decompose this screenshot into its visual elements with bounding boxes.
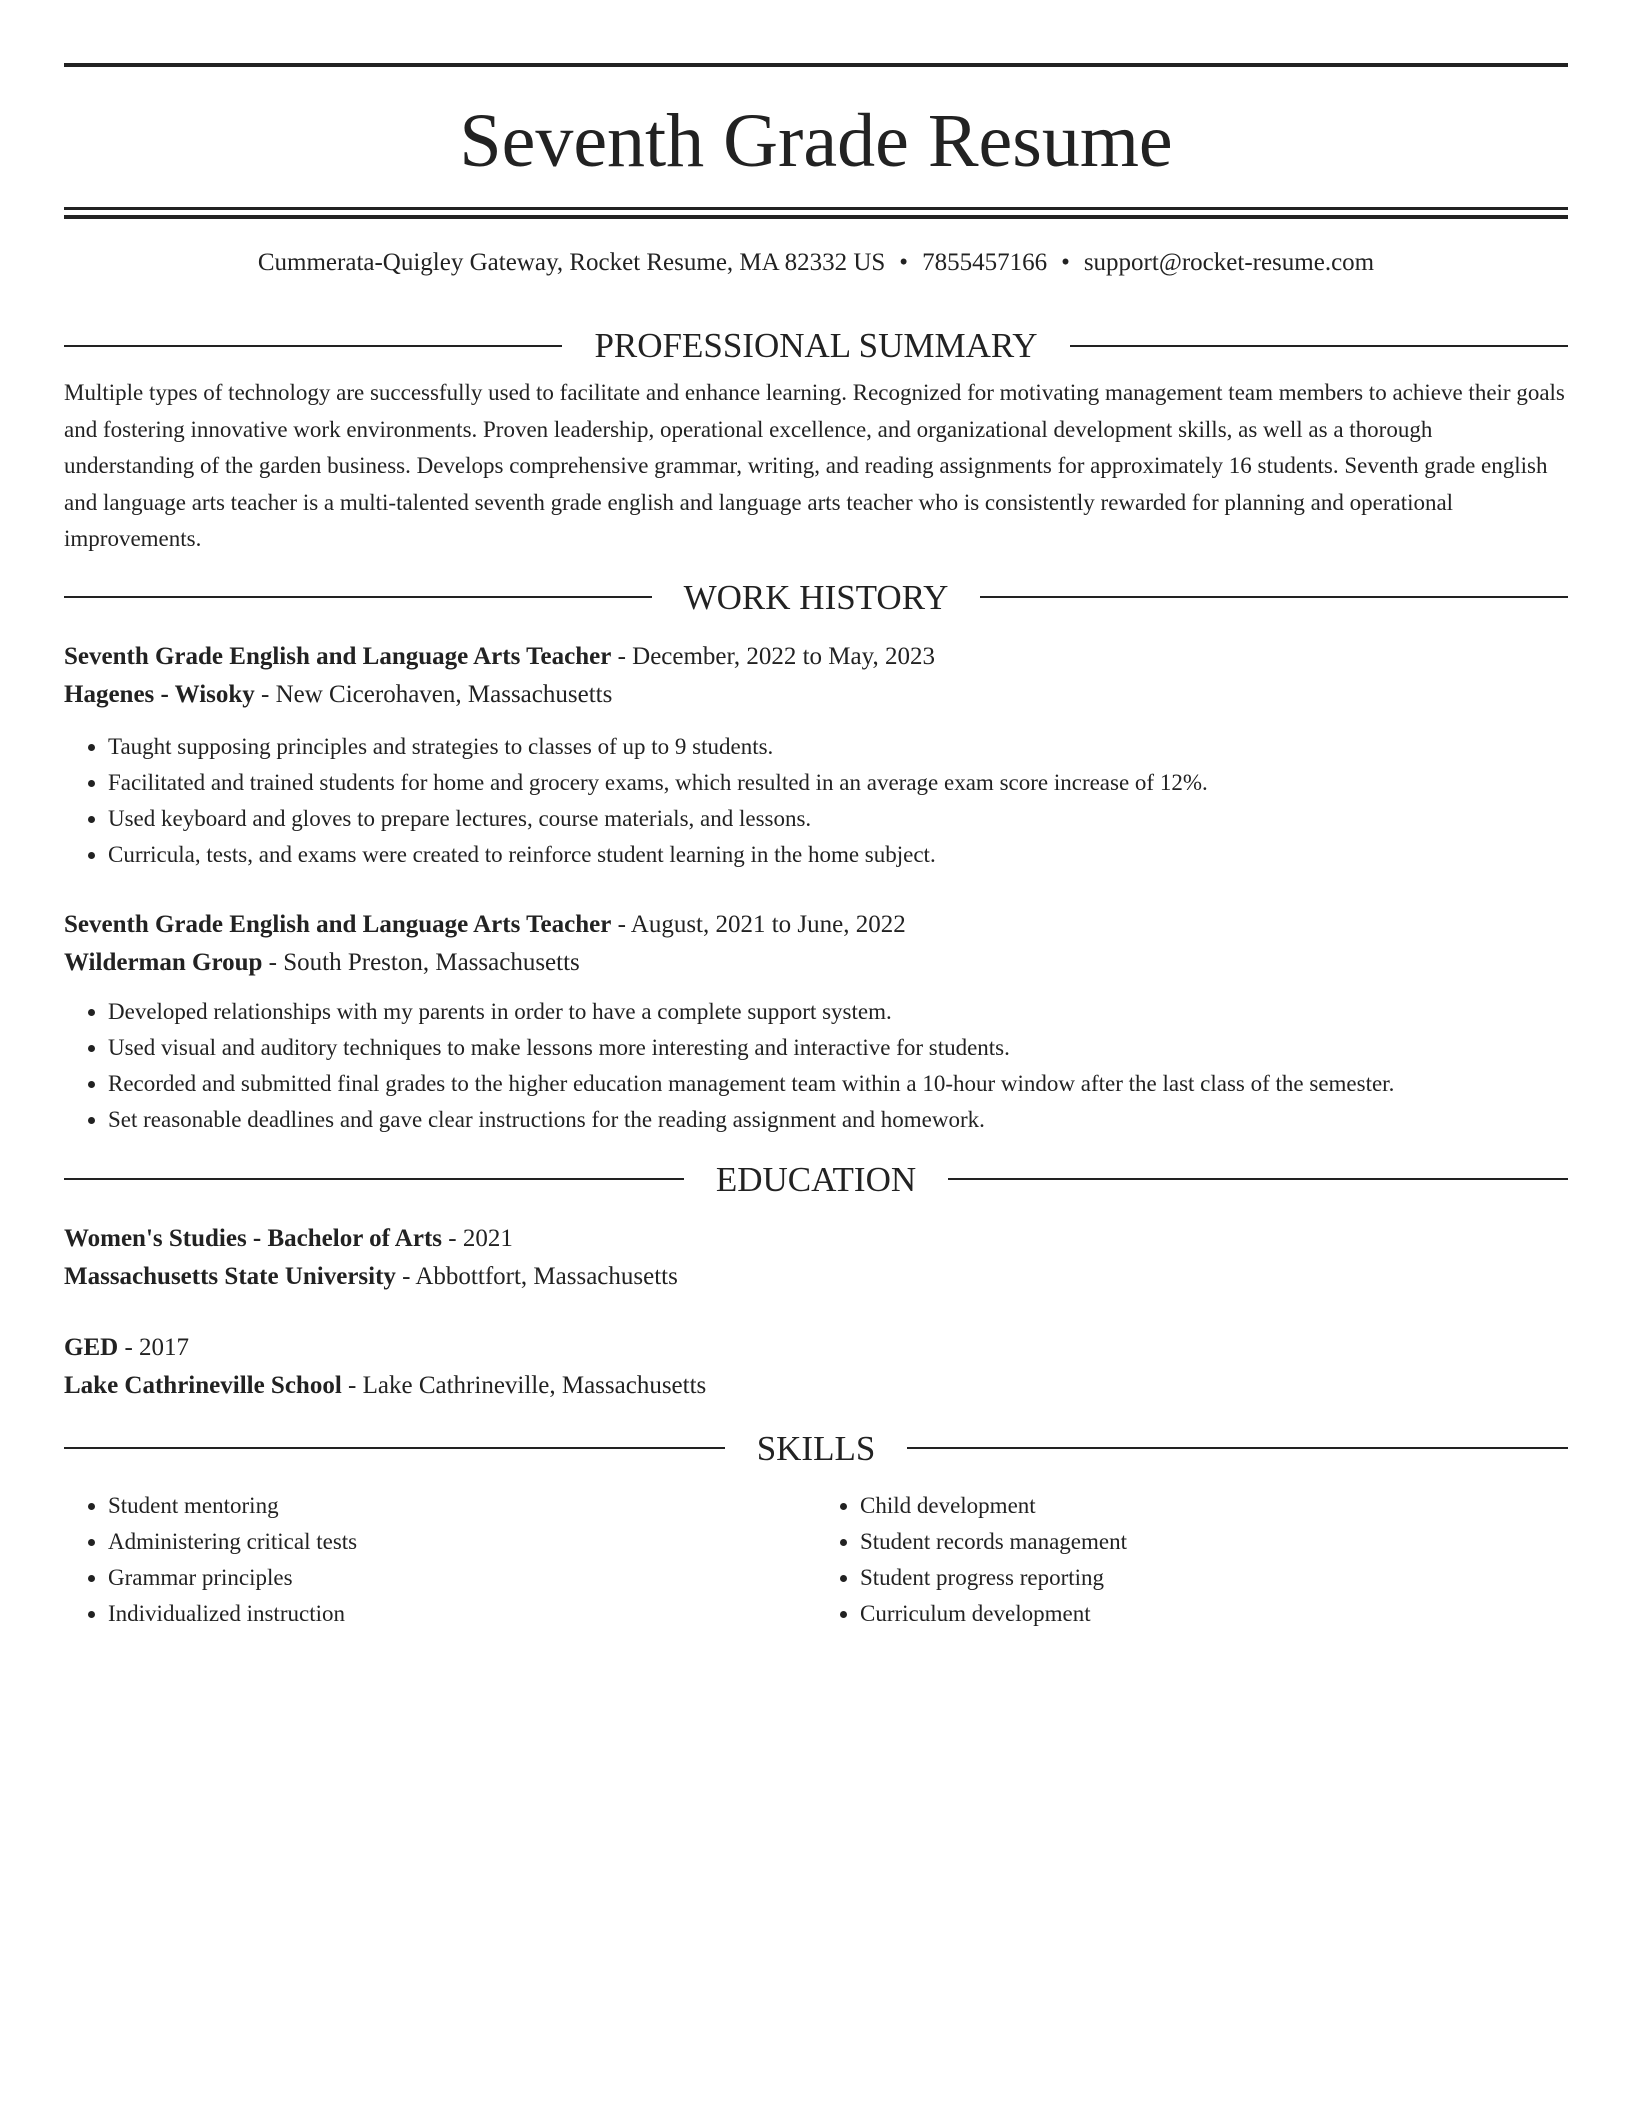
job-location: - New Cicerohaven, Massachusetts (254, 680, 613, 708)
education-school-line (64, 1367, 1568, 1405)
list-item: • Taught supposing principles and strategies to classes of up to 9 students. (108, 729, 1568, 765)
job-bullets (64, 994, 1568, 1138)
skills-column-left (64, 1488, 816, 1632)
job-entry (64, 906, 1568, 1138)
skill-item: • Administering critical tests (108, 1524, 816, 1560)
heading-rule (64, 1447, 725, 1449)
skill-item: • Student mentoring (108, 1488, 816, 1524)
heading-rule (948, 1178, 1568, 1180)
contact-phone: 7855457166 (922, 249, 1048, 276)
skills-bullets (816, 1488, 1568, 1632)
job-company: Wilderman Group (64, 948, 263, 976)
section-heading-skills (64, 1428, 1568, 1468)
section-heading-education (64, 1159, 1568, 1199)
heading-rule (64, 596, 652, 598)
bullet-separator: • (1061, 249, 1070, 276)
skill-item: • Child development (860, 1488, 1568, 1524)
contact-line (64, 245, 1568, 281)
job-company-line (64, 944, 1568, 982)
education-location: - Abbottfort, Massachusetts (395, 1262, 678, 1290)
title-double-rule (64, 207, 1568, 219)
list-item: • Set reasonable deadlines and gave clear instructions for the reading assignment and homework. (108, 1102, 1568, 1138)
heading-rule (980, 596, 1568, 598)
section-title: WORK HISTORY (683, 577, 949, 617)
list-item: • Used visual and auditory techniques to make lessons more interesting and interactive for students. (108, 1030, 1568, 1066)
education-entry (64, 1329, 1568, 1405)
skills-bullets (64, 1488, 816, 1632)
skill-item: • Individualized instruction (108, 1596, 816, 1632)
job-dates: - August, 2021 to June, 2022 (611, 910, 906, 938)
list-item: • Developed relationships with my parents in order to have a complete support system. (108, 994, 1568, 1030)
job-company-line (64, 676, 1568, 714)
job-location: - South Preston, Massachusetts (262, 948, 580, 976)
job-title-line (64, 906, 1568, 944)
skill-item: • Student progress reporting (860, 1560, 1568, 1596)
job-dates: - December, 2022 to May, 2023 (611, 642, 935, 670)
skill-item: • Grammar principles (108, 1560, 816, 1596)
contact-address: Cummerata-Quigley Gateway, Rocket Resume, MA 82332 US (257, 249, 886, 276)
job-bullets (64, 729, 1568, 873)
education-degree-line (64, 1329, 1568, 1367)
list-item: • Facilitated and trained students for home and grocery exams, which resulted in an average exam score increase of 12%. (108, 765, 1568, 801)
bullet-separator: • (899, 249, 909, 276)
education-degree-line (64, 1220, 1568, 1258)
job-title: Seventh Grade English and Language Arts Teacher (64, 910, 612, 938)
education-school-line (64, 1258, 1568, 1296)
skill-item: • Student records management (860, 1524, 1568, 1560)
list-item: • Used keyboard and gloves to prepare lectures, course materials, and lessons. (108, 801, 1568, 837)
section-heading-work (64, 577, 1568, 617)
skills-list (64, 1488, 1568, 1632)
job-entry (64, 638, 1568, 873)
job-company: Hagenes - Wisoky (64, 680, 255, 708)
page-title: Seventh Grade Resume (459, 99, 1173, 183)
list-item: • Curricula, tests, and exams were created to reinforce student learning in the home subject. (108, 837, 1568, 873)
list-item: • Recorded and submitted final grades to the higher education management team within a 10-hour window after the last class of the semester. (108, 1066, 1568, 1102)
job-title-line (64, 638, 1568, 676)
education-school: Lake Cathrineville School (64, 1371, 342, 1399)
section-heading-summary (64, 328, 1568, 363)
top-rule (64, 63, 1568, 67)
skill-item: • Curriculum development (860, 1596, 1568, 1632)
summary-text: Multiple types of technology are successfully used to facilitate and enhance learning. Recognized for motivating management team members to achieve their goals and fostering innovative work environments. Proven leadership, operational excellence, and organizational development skills, as well as a thorough understanding of the garden business. Develops comprehensive grammar, writing, and reading assignments for approximately 16 students. Seventh grade english and language arts teacher is a multi-talented seventh grade english and language arts teacher who is consistently rewarded for planning and operational improvements. (64, 380, 1565, 551)
contact-email: support@rocket-resume.com (1083, 249, 1375, 276)
section-title: EDUCATION (715, 1159, 917, 1199)
skills-column-right (816, 1488, 1568, 1632)
heading-rule (64, 1178, 684, 1180)
section-title: SKILLS (756, 1428, 876, 1468)
education-entry (64, 1220, 1568, 1296)
heading-rule (1070, 345, 1568, 347)
job-title: Seventh Grade English and Language Arts Teacher (64, 642, 612, 670)
education-year: - 2021 (442, 1224, 513, 1252)
section-title: PROFESSIONAL SUMMARY (594, 326, 1038, 365)
education-degree: Women's Studies - Bachelor of Arts (64, 1224, 443, 1252)
education-location: - Lake Cathrineville, Massachusetts (341, 1371, 707, 1399)
heading-rule (907, 1447, 1568, 1449)
education-school: Massachusetts State University (64, 1262, 396, 1290)
education-degree: GED (64, 1333, 119, 1361)
education-year: - 2017 (118, 1333, 190, 1361)
heading-rule (64, 345, 562, 347)
